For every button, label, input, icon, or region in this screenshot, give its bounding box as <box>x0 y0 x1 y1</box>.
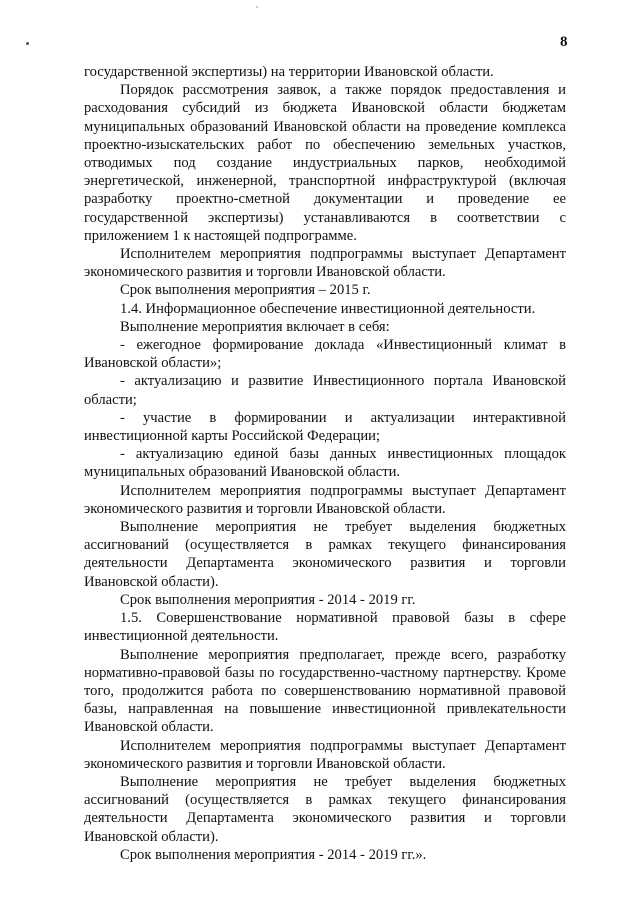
list-item: - ежегодное формирование доклада «Инвестиционный климат в Ивановской области»; <box>84 337 566 372</box>
paragraph: Срок выполнения мероприятия - 2014 - 2019 гг. <box>120 591 416 608</box>
list-item: - участие в формировании и актуализации интерактивной инвестиционной карты Российской Федерации; <box>84 409 566 445</box>
section-heading: 1.4. Информационное обеспечение инвестиционной деятельности. <box>120 300 536 317</box>
document-body <box>84 63 566 864</box>
scan-speck <box>256 6 258 8</box>
scan-speck <box>26 42 29 45</box>
paragraph: Исполнителем мероприятия подпрограммы выступает Департамент экономического развития и торговли Ивановской области. <box>84 482 566 517</box>
paragraph: государственной экспертизы) на территории Ивановской области. <box>84 64 494 80</box>
paragraph: Исполнителем мероприятия подпрограммы выступает Департамент экономического развития и торговли Ивановской области. <box>84 246 566 281</box>
paragraph: Исполнителем мероприятия подпрограммы выступает Департамент экономического развития и торговли Ивановской области. <box>84 737 566 772</box>
paragraph: Срок выполнения мероприятия - 2014 - 2019 гг.». <box>120 846 427 863</box>
paragraph: Порядок рассмотрения заявок, а также порядок предоставления и расходования субсидий из бюджета Ивановской области бюджетам муниципальных образований Ивановской области на проведение комплекса проектно-изыскательских работ по обеспечению земельных участков, отводимых под создание индустриальных парков, необходимой энергетической, инженерной, транспортной инфраструктурой (включая разработку проектно-сметной документации и проведение ее государственной экспертизы) устанавливаются в соответствии с приложением 1 к настоящей подпрограмме. <box>84 82 566 244</box>
paragraph: Выполнение мероприятия предполагает, прежде всего, разработку нормативно-правовой базы по государственно-частному партнерству. Кроме того, продолжится работа по совершенствованию нормативной правовой базы, направленная на повышение инвестиционной привлекательности Ивановской области. <box>84 646 566 736</box>
paragraph: Выполнение мероприятия не требует выделения бюджетных ассигнований (осуществляется в рамках текущего финансирования деятельности Департамента экономического развития и торговли Ивановской области). <box>84 773 566 845</box>
list-item: - актуализацию единой базы данных инвестиционных площадок муниципальных образований Ивановской области. <box>84 446 566 481</box>
paragraph: Выполнение мероприятия включает в себя: <box>120 318 390 335</box>
list-item: - актуализацию и развитие Инвестиционного портала Ивановской области; <box>84 373 566 408</box>
paragraph: Выполнение мероприятия не требует выделения бюджетных ассигнований (осуществляется в рамках текущего финансирования деятельности Департамента экономического развития и торговли Ивановской области). <box>84 519 566 590</box>
page-number: 8 <box>560 34 568 50</box>
section-heading: 1.5. Совершенствование нормативной правовой базы в сфере инвестиционной деятельности. <box>84 610 566 645</box>
paragraph: Срок выполнения мероприятия – 2015 г. <box>120 282 371 299</box>
